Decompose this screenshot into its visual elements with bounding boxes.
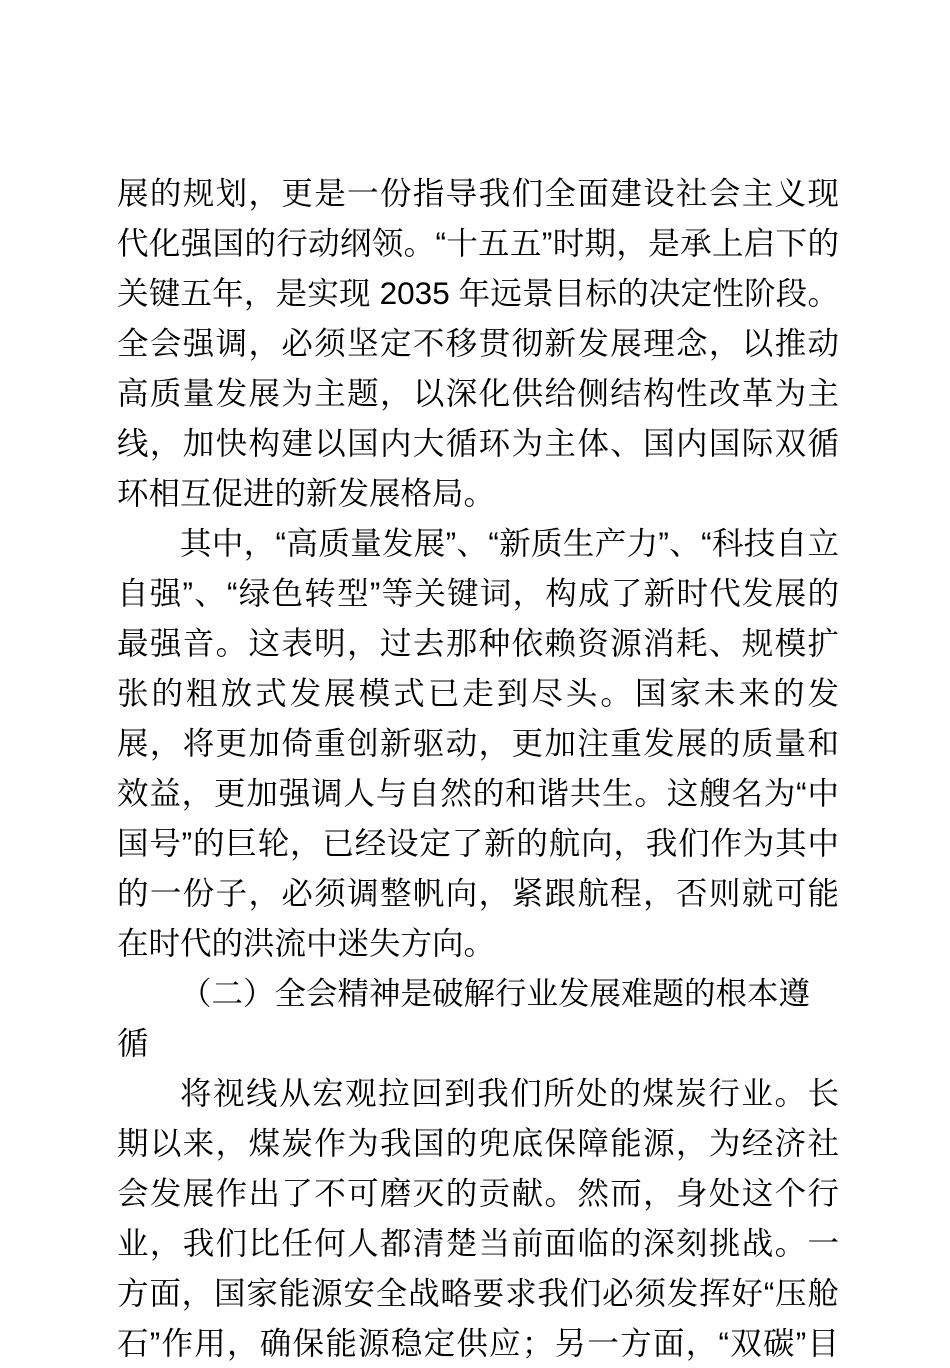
paragraph-continued: 展的规划，更是一份指导我们全面建设社会主义现代化强国的行动纲领。“十五五”时期，是承上启下的关键五年，是实现 2035 年远景目标的决定性阶段。全会强调，必须坚定不移贯彻新发展理念，以推动高质量发展为主题，以深化供给侧结构性改革为主线，加快构建以国内大循环为主体、国内国际双循环相互促进的新发展格局。 [117,175,839,511]
paragraph-keywords: 其中，“高质量发展”、“新质生产力”、“科技自立自强”、“绿色转型”等关键词，构成了新时代发展的最强音。这表明，过去那种依赖资源消耗、规模扩张的粗放式发展模式已走到尽头。国家未来的发展，将更加倚重创新驱动，更加注重发展的质量和效益，更加强调人与自然的和谐共生。这艘名为“中国号”的巨轮，已经设定了新的航向，我们作为其中的一份子，必须调整帆向，紧跟航程，否则就可能在时代的洪流中迷失方向。 [117,525,839,961]
document-text-column [117,168,839,1368]
section-heading-two: （二）全会精神是破解行业发展难题的根本遵循 [117,975,811,1061]
paragraph-coal-industry: 将视线从宏观拉回到我们所处的煤炭行业。长期以来，煤炭作为我国的兜底保障能源，为经济社会发展作出了不可磨灭的贡献。然而，身处这个行业，我们比任何人都清楚当前面临的深刻挑战。一方面，国家能源安全战略要求我们必须发挥好“压舱石”作用，确保能源稳定供应；另一方面，“双碳”目 [117,1075,839,1361]
